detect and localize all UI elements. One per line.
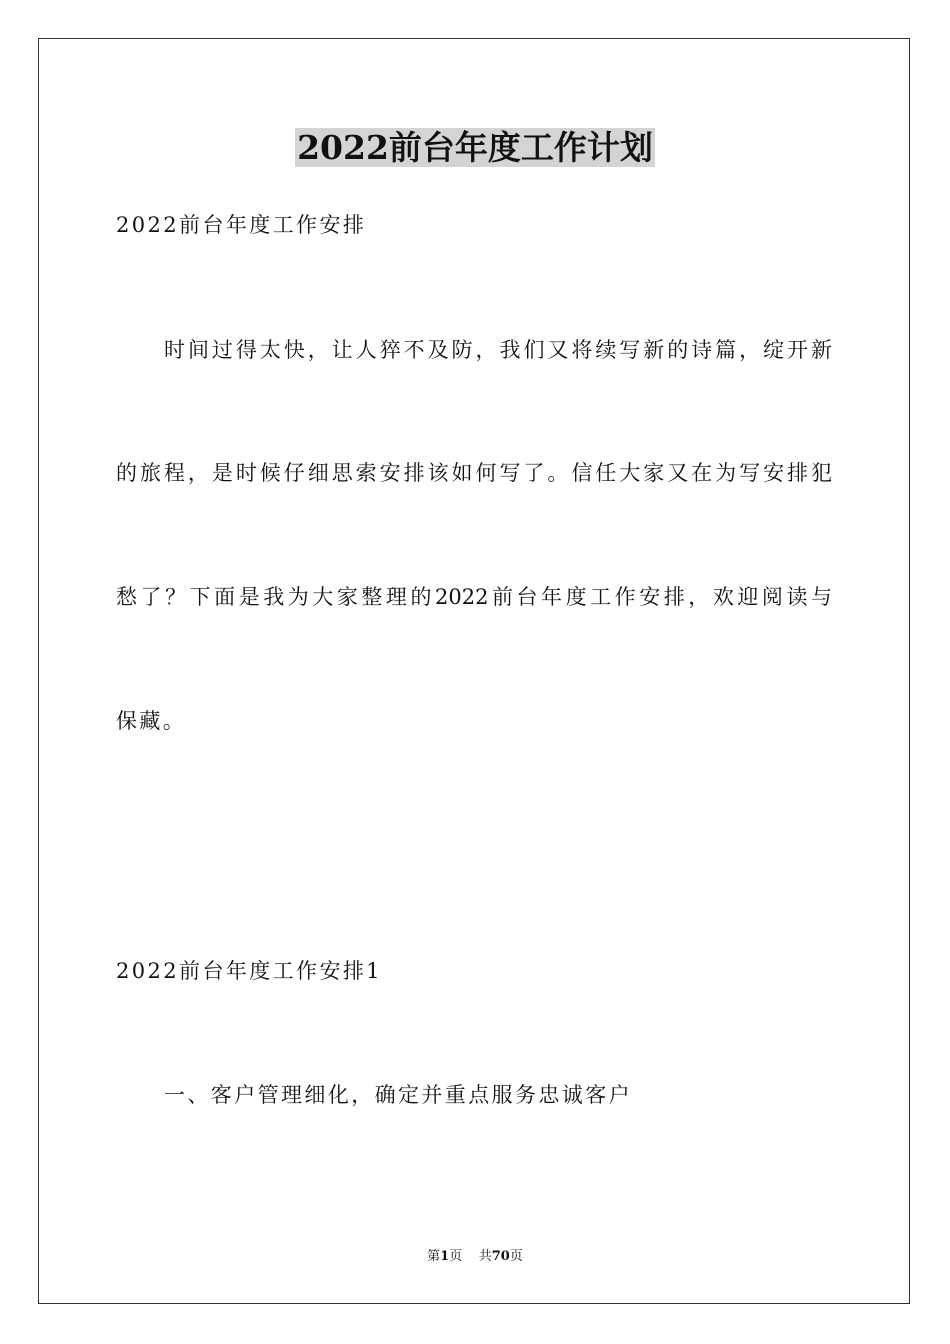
intro-line-4: 保藏。 <box>116 709 187 733</box>
point-1-heading: 一、客户管理细化，确定并重点服务忠诚客户 <box>164 1083 632 1107</box>
footer-page-suffix: 页 <box>449 1249 463 1264</box>
intro-line-2: 的旅程，是时候仔细思索安排该如何写了。信任大家又在为写安排犯 <box>116 461 832 485</box>
page-footer <box>0 1248 950 1266</box>
footer-page-prefix: 第 <box>427 1249 441 1264</box>
document-title <box>0 126 950 170</box>
footer-total-pages: 70 <box>491 1249 510 1264</box>
section-heading: 2022前台年度工作安排1 <box>116 959 383 983</box>
footer-total-prefix: 共 <box>478 1249 492 1264</box>
intro-line-3: 愁了？下面是我为大家整理的2022前台年度工作安排，欢迎阅读与 <box>116 585 832 609</box>
document-title-text: 2022前台年度工作计划 <box>297 128 653 167</box>
intro-line-1: 时间过得太快，让人猝不及防，我们又将续写新的诗篇，绽开新 <box>164 338 832 362</box>
document-subtitle: 2022前台年度工作安排 <box>116 213 367 237</box>
footer-page-number: 1 <box>440 1249 450 1264</box>
footer-total-suffix: 页 <box>509 1249 523 1264</box>
